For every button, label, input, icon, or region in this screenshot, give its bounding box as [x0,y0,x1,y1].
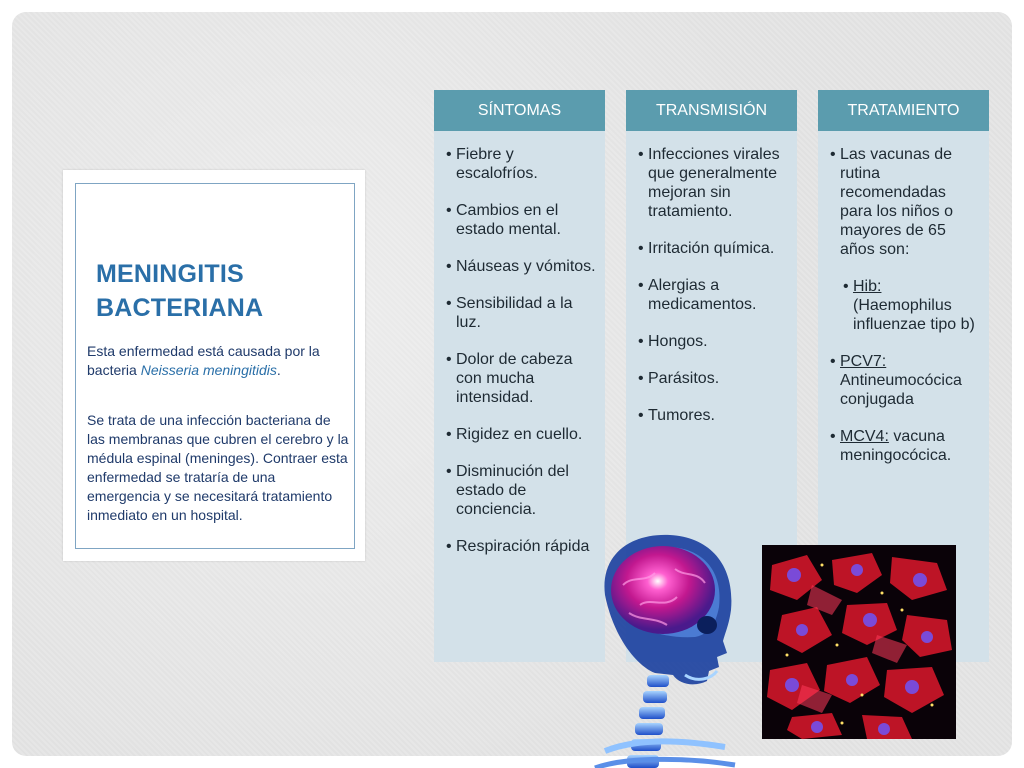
title-line-1: MENINGITIS [96,260,244,288]
desc1-suffix: . [276,362,281,378]
sintomas-list [434,131,605,556]
pcv7-label: PCV7: [840,353,887,370]
tratamiento-list [818,131,989,465]
list-item-intro: • Las vacunas de rutina recomendadas para los niños o mayores de 65 años son: [830,145,981,259]
mcv4-label: MCV4: [840,428,889,445]
list-item: • Náuseas y vómitos. [446,257,597,276]
column-header-sintomas: SÍNTOMAS [434,90,605,131]
list-item: • Respiración rápida [446,537,597,556]
description-paragraph-2: Se trata de una infección bacteriana de las membranas que cubren el cerebro y la médula espinal (meninges). Contraer esta enfermedad se trataría de una emergencia y se necesitará tratamiento inmediato en un hospital. [87,412,349,523]
list-item: • Infecciones virales que generalmente mejoran sin tratamiento. [638,145,789,221]
hib-text: (Haemophilus influenzae tipo b) [853,297,975,333]
species-name: Neisseria meningitidis [140,362,277,378]
list-item-pcv7 [830,352,981,409]
hib-label: Hib: [853,278,882,295]
list-item: • Rigidez en cuello. [446,425,597,444]
list-item: • Fiebre y escalofríos. [446,145,597,183]
list-item: • Irritación química. [638,239,789,258]
list-item: • Dolor de cabeza con mucha intensidad. [446,350,597,407]
mcv4-text: vacuna meningocócica. [840,428,952,464]
pcv7-text: Antineumocócica conjugada [840,372,962,408]
list-item: • Parásitos. [638,369,789,388]
bacteria-micrograph [762,545,956,739]
list-item: • Hongos. [638,332,789,351]
list-item: • Sensibilidad a la luz. [446,294,597,332]
list-item: • Cambios en el estado mental. [446,201,597,239]
skeleton-brain-illustration [585,525,750,768]
list-item-mcv4 [830,427,981,465]
column-header-tratamiento: TRATAMIENTO [818,90,989,131]
title-line-2: BACTERIANA [96,294,264,322]
list-item-hib [843,277,981,334]
list-item: • Disminución del estado de conciencia. [446,462,597,519]
column-sintomas [434,90,605,662]
description-paragraph-1 [87,342,349,380]
desc1-prefix: Esta enfermedad está causada por la bacteria [87,343,320,378]
column-header-transmision: TRANSMISIÓN [626,90,797,131]
transmision-list [626,131,797,425]
list-item: • Tumores. [638,406,789,425]
list-item: • Alergias a medicamentos. [638,276,789,314]
slide-title [96,257,356,325]
